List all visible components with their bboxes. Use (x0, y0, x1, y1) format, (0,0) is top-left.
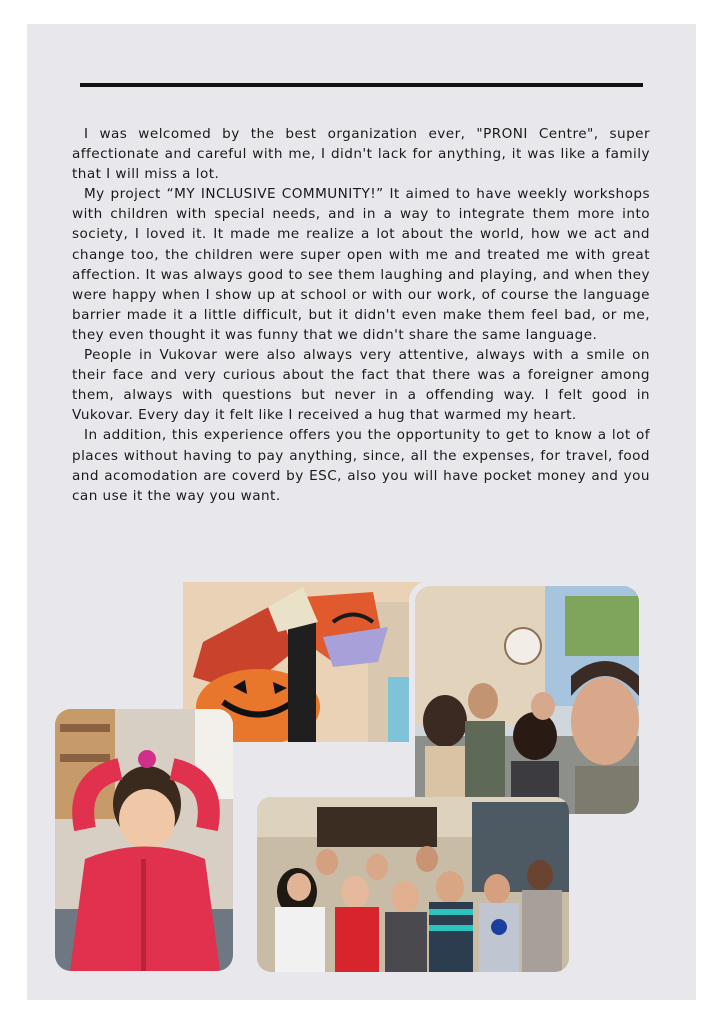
photo-group-indoors (257, 797, 569, 972)
photo-girl-pink-jacket (55, 709, 233, 971)
paragraph-2: My project “MY INCLUSIVE COMMUNITY!” It aimed to have weekly workshops with children with special needs, and in a way to integrate them more into society, I loved it. It made me realize a lot about the world, how we act and change too, the children were super open with me and treated me with great affection. It was always good to see them laughing and playing, and when they were happy when I show up at school or with our work, of course the language barrier made it a little difficult, but it didn't even make them feel bad, or me, they even thought it was funny that we didn't share the same language. (72, 186, 650, 343)
paragraph-4: In addition, this experience offers you the opportunity to get to know a lot of places without having to pay anything, since, all the expenses, for travel, food and acomodation are coverd by ESC, also you will have pocket money and you can use it the way you want. (72, 427, 650, 504)
paragraph-1: I was welcomed by the best organization ever, "PRONI Centre", super affectionate and careful with me, I didn't lack for anything, it was like a family that I will miss a lot. (72, 126, 650, 183)
article-body (72, 124, 650, 506)
top-divider (80, 83, 643, 87)
paragraph-3: People in Vukovar were also always very attentive, always with a smile on their face and very curious about the fact that there was a foreigner among them, always with questions but never in a offending way. I felt good in Vukovar. Every day it felt like I received a hug that warmed my heart. (72, 347, 650, 424)
page-panel (27, 24, 696, 1000)
photo-group-selfie (409, 580, 645, 820)
